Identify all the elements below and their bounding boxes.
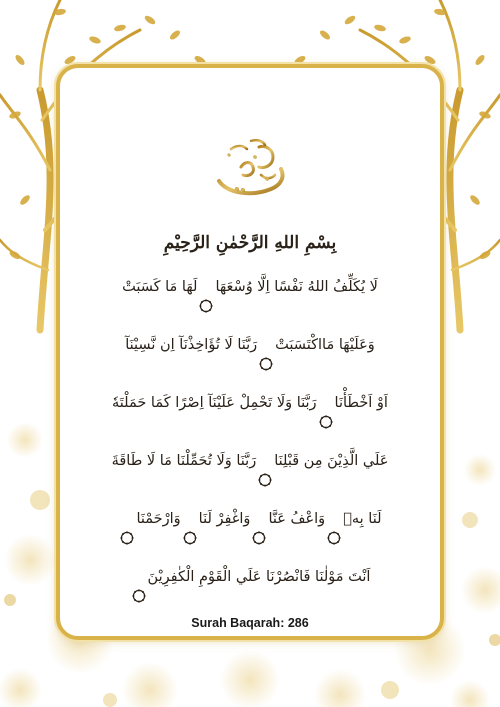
ayah-marker-dot (132, 537, 134, 539)
ayah-marker-shape (327, 531, 341, 545)
surah-calligraphy-emblem (211, 133, 289, 205)
ayah-marker-dot (194, 537, 196, 539)
ayah-marker-dot (264, 485, 266, 487)
verse-segment: اَنْتَ مَوْلٰنَا فَانْصُرْنَا عَلَي الْقَوْمِ الْكٰفِرِيْنَ (147, 569, 371, 585)
ayah-marker-dot (260, 475, 262, 477)
ayah-marker-dot (264, 473, 266, 475)
ayah-marker-dot (253, 537, 255, 539)
verse-line-1 (70, 258, 430, 316)
ayah-marker-dot (325, 427, 327, 429)
ayah-marker-dot (126, 531, 128, 533)
ayah-marker-dot (329, 425, 331, 427)
ayah-marker-icon (120, 512, 134, 526)
ayah-marker-dot (333, 543, 335, 545)
ayah-marker-dot (329, 417, 331, 419)
ayah-marker-dot (260, 483, 262, 485)
verse-segment: عَلَي الَّذِيْنَ مِن قَبْلِنَا (274, 453, 389, 469)
ayah-marker-dot (143, 595, 145, 597)
ayah-marker-dot (121, 537, 123, 539)
ayah-marker-dot (205, 299, 207, 301)
ayah-marker-dot (333, 531, 335, 533)
ayah-marker-dot (211, 305, 213, 307)
ayah-marker-dot (268, 475, 270, 477)
ayah-marker-dot (254, 533, 256, 535)
ayah-marker-dot (270, 479, 272, 481)
ayah-marker-dot (339, 537, 341, 539)
ayah-marker-dot (138, 589, 140, 591)
ayah-marker-shape (132, 589, 146, 603)
ayah-marker-dot (325, 415, 327, 417)
ayah-marker-dot (271, 363, 273, 365)
verse-segment: وَاغْفِرْ لَنَا (198, 511, 251, 527)
ayah-marker-icon (132, 570, 146, 584)
ayah-marker-dot (265, 357, 267, 359)
verse-line-5 (70, 490, 430, 548)
ayah-marker-dot (123, 541, 125, 543)
verse-line-2 (70, 316, 430, 374)
ayah-marker-icon (183, 512, 197, 526)
ayah-marker-shape (258, 473, 272, 487)
ayah-marker-dot (319, 421, 321, 423)
ayah-marker-dot (262, 541, 264, 543)
ayah-marker-dot (123, 533, 125, 535)
ayah-marker-dot (183, 537, 185, 539)
ayah-marker-dot (261, 367, 263, 369)
ayah-marker-dot (260, 363, 262, 365)
verse-segment: وَارْحَمْنَا (136, 511, 181, 527)
ayah-marker-dot (254, 541, 256, 543)
ayah-marker-dot (337, 541, 339, 543)
verse-segment: لَنَا بِهٖ (343, 511, 382, 527)
ayah-marker-dot (329, 541, 331, 543)
ayah-marker-dot (264, 537, 266, 539)
ayah-marker-dot (138, 601, 140, 603)
ayah-marker-dot (328, 537, 330, 539)
verse-segment: لَا يُكَلِّفُ اللهُ نَفْسًا اِلَّا وُسْعَهَا (215, 279, 378, 295)
ayah-marker-shape (252, 531, 266, 545)
ayah-marker-icon (258, 454, 272, 468)
ayah-marker-dot (185, 533, 187, 535)
ayah-marker-dot (268, 483, 270, 485)
verse-segment: وَاعْفُ عَنَّا (268, 511, 326, 527)
ayah-marker-dot (205, 311, 207, 313)
ayah-marker-dot (209, 301, 211, 303)
ayah-marker-shape (183, 531, 197, 545)
ayah-marker-icon (319, 396, 333, 410)
ayah-marker-dot (142, 591, 144, 593)
verse-segment: وَعَلَيْهَا مَااكْتَسَبَتْ (275, 337, 375, 353)
ayah-marker-dot (201, 301, 203, 303)
ayah-marker-dot (200, 305, 202, 307)
verse-line-6 (70, 548, 430, 606)
ayah-marker-icon (259, 338, 273, 352)
ayah-marker-dot (132, 595, 134, 597)
verse-segment: رَبَّنَا وَلَا تُحَمِّلْنَا مَا لَا طَاقَةَ (111, 453, 257, 469)
ayah-marker-dot (142, 599, 144, 601)
ayah-marker-dot (321, 417, 323, 419)
ayah-marker-dot (201, 309, 203, 311)
ayah-marker-dot (134, 599, 136, 601)
verse-line-3 (70, 374, 430, 432)
ayah-marker-shape (259, 357, 273, 371)
ayah-marker-dot (130, 541, 132, 543)
verse-text-block (70, 228, 430, 606)
ayah-marker-shape (120, 531, 134, 545)
verse-segment: رَبَّنَا لَا تُؤَاخِذْنَآ اِن نَّسِيْنَآ (125, 337, 258, 353)
ayah-marker-dot (126, 543, 128, 545)
verse-segment: اَوْ اَخْطَأْنَا (334, 395, 388, 411)
verse-line-4 (70, 432, 430, 490)
verse-segment: لَهَا مَا كَسَبَتْ (122, 279, 198, 295)
ayah-marker-icon (252, 512, 266, 526)
ayah-marker-dot (185, 541, 187, 543)
ayah-marker-dot (269, 359, 271, 361)
ayah-marker-dot (209, 309, 211, 311)
ayah-marker-dot (189, 543, 191, 545)
ayah-marker-dot (261, 359, 263, 361)
ayah-marker-icon (327, 512, 341, 526)
ayah-marker-dot (259, 479, 261, 481)
ayah-marker-icon (199, 280, 213, 294)
verse-segment: رَبَّنَا وَلَا تَحْمِلْ عَلَيْنَآ اِصْرًا كَمَا حَمَلْتَهٗ (112, 395, 317, 411)
basmala: بِسْمِ اللهِ الرَّحْمٰنِ الرَّحِيْمِ (163, 233, 337, 253)
ayah-marker-dot (189, 531, 191, 533)
ayah-marker-dot (193, 533, 195, 535)
ayah-marker-dot (321, 425, 323, 427)
ayah-marker-shape (319, 415, 333, 429)
ayah-marker-dot (258, 543, 260, 545)
ayah-marker-dot (329, 533, 331, 535)
ayah-marker-dot (269, 367, 271, 369)
ayah-marker-dot (193, 541, 195, 543)
ayah-marker-dot (330, 421, 332, 423)
ayah-marker-dot (130, 533, 132, 535)
surah-reference: Surah Baqarah: 286 (191, 616, 309, 630)
ayah-marker-dot (262, 533, 264, 535)
ayah-marker-dot (265, 369, 267, 371)
ayah-marker-shape (199, 299, 213, 313)
ayah-marker-dot (134, 591, 136, 593)
ayah-marker-dot (337, 533, 339, 535)
ayah-marker-dot (258, 531, 260, 533)
